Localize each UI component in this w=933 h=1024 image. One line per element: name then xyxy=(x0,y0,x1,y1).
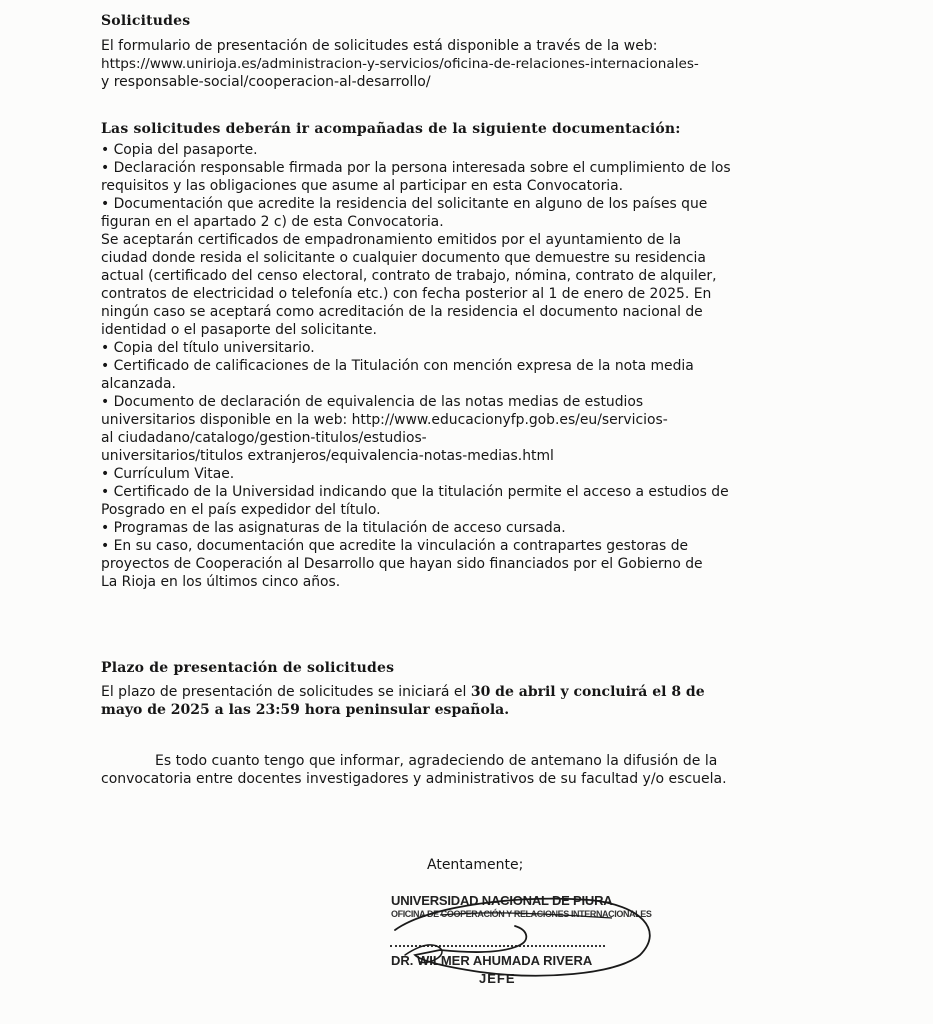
text-line: Se aceptarán certificados de empadronamiento emitidos por el ayuntamiento de la xyxy=(101,232,682,248)
list-item: • Documentación que acredite la residencia del solicitante en alguno de los países que xyxy=(101,196,708,212)
closing-line: Es todo cuanto tengo que informar, agradeciendo de antemano la difusión de la xyxy=(155,753,718,769)
text-line: El formulario de presentación de solicitudes está disponible a través de la web: xyxy=(101,38,658,54)
text-line: contratos de electricidad o telefonía etc.) con fecha posterior al 1 de enero de 2025. En xyxy=(101,286,712,302)
list-item: • Copia del pasaporte. xyxy=(101,142,258,158)
list-item: • En su caso, documentación que acredite la vinculación a contrapartes gestoras de xyxy=(101,538,689,554)
signer-position: JEFE xyxy=(479,971,516,986)
text-line: Posgrado en el país expedidor del título. xyxy=(101,502,381,518)
url-line: y responsable-social/cooperacion-al-desarrollo/ xyxy=(101,74,431,90)
text-line: ningún caso se aceptará como acreditación de la residencia el documento nacional de xyxy=(101,304,703,320)
stamp-university: UNIVERSIDAD NACIONAL DE PIURA xyxy=(391,893,613,908)
plazo-dates-bold: 30 de abril y concluirá el 8 de xyxy=(470,684,705,700)
list-item: • Copia del título universitario. xyxy=(101,340,315,356)
text-line: proyectos de Cooperación al Desarrollo que hayan sido financiados por el Gobierno de xyxy=(101,556,703,572)
plazo-deadline-bold: mayo de 2025 a las 23:59 hora peninsular española. xyxy=(101,702,510,718)
list-item: • Programas de las asignaturas de la titulación de acceso cursada. xyxy=(101,520,566,536)
text-line: identidad o el pasaporte del solicitante. xyxy=(101,322,377,338)
list-item: • Documento de declaración de equivalencia de las notas medias de estudios xyxy=(101,394,644,410)
text-line: actual (certificado del censo electoral, contrato de trabajo, nómina, contrato de alquiler, xyxy=(101,268,717,284)
salutation: Atentamente; xyxy=(427,857,524,873)
list-item: • Certificado de la Universidad indicando que la titulación permite el acceso a estudios de xyxy=(101,484,729,500)
list-item: • Declaración responsable firmada por la persona interesada sobre el cumplimiento de los xyxy=(101,160,731,176)
solicitudes-heading: Solicitudes xyxy=(101,13,191,29)
text-line: requisitos y las obligaciones que asume al participar en esta Convocatoria. xyxy=(101,178,624,194)
closing-line: convocatoria entre docentes investigadores y administrativos de su facultad y/o escuela. xyxy=(101,771,727,787)
signer-name: DR. WILMER AHUMADA RIVERA xyxy=(391,953,593,968)
list-item: • Certificado de calificaciones de la Titulación con mención expresa de la nota media xyxy=(101,358,694,374)
url-line: universitarios disponible en la web: http://www.educacionyfp.gob.es/eu/servicios- xyxy=(101,412,668,428)
stamp-office: OFICINA DE COOPERACIÓN Y RELACIONES INTERNACIONALES xyxy=(391,909,652,919)
url-line: universitarios/titulos extranjeros/equivalencia-notas-medias.html xyxy=(101,448,554,464)
documentacion-heading: Las solicitudes deberán ir acompañadas de la siguiente documentación: xyxy=(101,121,681,137)
text-line: La Rioja en los últimos cinco años. xyxy=(101,574,341,590)
plazo-text: El plazo de presentación de solicitudes se iniciará el xyxy=(101,684,471,700)
plazo-heading: Plazo de presentación de solicitudes xyxy=(101,660,395,676)
url-line: al ciudadano/catalogo/gestion-titulos/estudios- xyxy=(101,430,427,446)
url-line: https://www.unirioja.es/administracion-y-servicios/oficina-de-relaciones-internacionales- xyxy=(101,56,699,72)
text-line: alcanzada. xyxy=(101,376,176,392)
text-line: ciudad donde resida el solicitante o cualquier documento que demuestre su residencia xyxy=(101,250,706,266)
text-line: figuran en el apartado 2 c) de esta Convocatoria. xyxy=(101,214,444,230)
list-item: • Currículum Vitae. xyxy=(101,466,235,482)
